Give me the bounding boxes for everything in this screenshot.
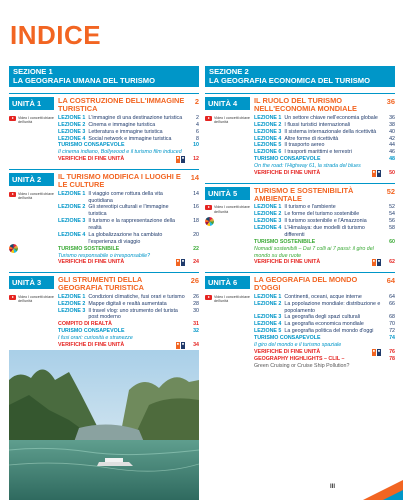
toc-entry[interactable] — [58, 259, 199, 266]
test-icon: ■ — [372, 170, 376, 177]
test-icon: ■ — [377, 170, 381, 177]
toc-entry[interactable] — [254, 349, 395, 356]
test-icon: ■ — [377, 349, 381, 356]
entry-page: 42 — [389, 135, 395, 142]
entry-page: 16 — [193, 204, 199, 211]
unit-block — [9, 272, 199, 349]
lesson-label: LEZIONE 3 — [58, 218, 86, 225]
lesson-label: LEZIONE 6 — [254, 149, 282, 156]
entry-page: 10 — [193, 142, 199, 149]
unit-video[interactable] — [205, 204, 250, 266]
unit-page: 26 — [190, 276, 199, 286]
video-label: Video I concetti chiave dell'unità — [214, 115, 250, 125]
entry-page: 74 — [389, 335, 395, 342]
entry-text: L'Himalaya: due modelli di turismo differenti — [284, 225, 365, 238]
toc-entry[interactable] — [58, 156, 199, 163]
entry-page — [185, 335, 199, 342]
lesson-label: LEZIONE 1 — [254, 293, 282, 300]
video-play-icon[interactable] — [205, 295, 212, 300]
lesson-entry[interactable] — [254, 149, 395, 156]
entry-text: La globalizzazione ha cambiato l'esperienza di viaggio — [88, 231, 163, 245]
unit-title[interactable]: LA GEOGRAFIA DEL MONDO D'OGGI — [254, 275, 358, 293]
unit-video[interactable] — [9, 191, 54, 267]
lesson-label: LEZIONE 3 — [254, 314, 282, 321]
entry-text: VERIFICHE DI FINE UNITÀ — [254, 348, 321, 355]
video-label: Video I concetti chiave dell'unità — [18, 115, 54, 125]
entry-page: 4 — [196, 121, 199, 128]
lesson-entry[interactable] — [58, 308, 199, 322]
unit-title[interactable]: IL TURISMO MODIFICA I LUOGHI E LE CULTURE — [58, 172, 181, 189]
toc-entry[interactable] — [58, 246, 199, 253]
entry-text: TURISMO SOSTENIBILE — [58, 245, 120, 252]
lesson-label: LEZIONE 1 — [58, 190, 86, 197]
entry-page: 70 — [389, 321, 395, 328]
toc-entry[interactable] — [58, 335, 199, 342]
entry-text: TURISMO SOSTENIBILE — [254, 238, 316, 245]
entry-text: TURISMO CONSAPEVOLE — [58, 142, 125, 149]
lesson-label: LEZIONE 2 — [58, 300, 86, 307]
unit-badge: UNITÀ 2 — [9, 173, 54, 186]
test-icon: ■ — [181, 259, 185, 266]
entry-page: 8 — [196, 135, 199, 142]
lesson-entry[interactable] — [58, 136, 199, 143]
entry-page: 76 — [389, 348, 395, 355]
unit-video[interactable] — [205, 294, 250, 370]
entry-text: Cinema e immagine turistica — [88, 121, 156, 128]
unit-badge: UNITÀ 3 — [9, 276, 54, 289]
video-label: Video I concetti chiave dell'unità — [214, 294, 250, 303]
entry-page — [381, 246, 395, 260]
lesson-label: LEZIONE 2 — [254, 121, 282, 128]
lesson-label: LEZIONE 1 — [58, 114, 86, 121]
entry-page: 52 — [389, 204, 395, 211]
video-play-icon[interactable] — [9, 192, 16, 197]
toc-entry[interactable] — [254, 363, 395, 370]
entry-text: Mappe digitali e realtà aumentata — [88, 300, 167, 307]
lesson-entry[interactable] — [254, 225, 395, 239]
test-icon: ■ — [176, 342, 180, 349]
entry-page: 36 — [389, 114, 395, 121]
unit-video[interactable] — [9, 294, 54, 349]
entry-text: I trasporti marittimi e terrestri — [284, 149, 352, 156]
lesson-label: LEZIONE 2 — [254, 211, 282, 218]
toc-entry[interactable] — [254, 239, 395, 246]
entry-page: 48 — [389, 156, 395, 163]
test-icon: ■ — [176, 259, 180, 266]
lesson-label: LEZIONE 4 — [254, 321, 282, 328]
unit-title[interactable]: IL RUOLO DEL TURISMO NELL'ECONOMIA MONDIALE — [254, 96, 357, 114]
entry-text: I fusi orari: curiosità e stranezze — [58, 335, 133, 342]
unit-video[interactable] — [205, 115, 250, 177]
lesson-entry[interactable] — [254, 218, 395, 225]
entry-text: VERIFICHE DI FINE UNITÀ — [58, 259, 125, 266]
entry-text: Il turismo e l'ambiente — [284, 204, 336, 211]
entry-text: Letteratura e immagine turistica — [88, 128, 163, 135]
entry-text: VERIFICHE DI FINE UNITÀ — [254, 259, 321, 266]
lesson-entry[interactable] — [58, 129, 199, 136]
video-label: Video I concetti chiave dell'unità — [214, 205, 250, 214]
entry-text: Le forme del turismo sostenibile — [284, 211, 360, 218]
entry-page: 14 — [193, 190, 199, 197]
lesson-entry[interactable] — [254, 328, 395, 335]
entry-page: 26 — [193, 293, 199, 300]
lesson-entry[interactable] — [254, 314, 395, 321]
lesson-label: LEZIONE 4 — [58, 231, 86, 238]
toc-entry[interactable] — [254, 342, 395, 349]
entry-page: 46 — [389, 149, 395, 156]
video-label: Video I concetti chiave dell'unità — [18, 294, 54, 303]
lesson-label: LEZIONE 3 — [58, 128, 86, 135]
unit-badge: UNITÀ 4 — [205, 97, 250, 110]
lesson-label: LEZIONE 2 — [58, 204, 86, 211]
toc-entry[interactable] — [254, 170, 395, 177]
lesson-label: LEZIONE 4 — [58, 135, 86, 142]
video-play-icon[interactable] — [9, 116, 16, 121]
video-play-icon[interactable] — [9, 295, 16, 300]
entry-page: 20 — [193, 231, 199, 238]
entry-text: Il travel vlog: uno strumento del turista post moderno — [88, 307, 178, 321]
section-1 — [9, 66, 199, 349]
entry-page: 44 — [389, 142, 395, 149]
entry-text: Nomadi sostenibili – Dai 7 colli ai 7 passi: il giro del mondo su due ruote — [254, 245, 374, 259]
lesson-entry[interactable] — [58, 218, 199, 232]
unit-block — [205, 272, 395, 369]
entry-page: 22 — [193, 245, 199, 252]
toc-entry[interactable] — [254, 163, 395, 170]
lesson-entry[interactable] — [58, 232, 199, 246]
lesson-label: LEZIONE 4 — [254, 135, 282, 142]
entry-page: 18 — [193, 218, 199, 225]
section-name: LA GEOGRAFIA UMANA DEL TURISMO — [13, 75, 156, 85]
lesson-label: LEZIONE 5 — [254, 328, 282, 335]
entry-text: TURISMO CONSAPEVOLE — [58, 328, 125, 335]
corner-decoration — [343, 476, 403, 500]
entry-page: 40 — [389, 128, 395, 135]
landscape-photo — [9, 350, 199, 500]
page-number: III — [330, 484, 336, 490]
entry-text: Continenti, oceani, acque interne — [284, 293, 362, 300]
entry-page: 38 — [389, 121, 395, 128]
lesson-entry[interactable] — [58, 122, 199, 129]
entry-text: Gli stereotipi culturali e l'immagine turistica — [88, 204, 169, 218]
toc-entry[interactable] — [254, 156, 395, 163]
entry-text: Il sistema internazionale della ricettività — [284, 128, 377, 135]
unit-page: 64 — [386, 276, 395, 286]
lesson-entry[interactable] — [58, 204, 199, 218]
entry-page: 64 — [389, 293, 395, 300]
entry-page: 32 — [193, 328, 199, 335]
unit-block — [205, 93, 395, 176]
toc-entry[interactable] — [58, 321, 199, 328]
entry-page: 24 — [193, 259, 199, 266]
unit-page: 14 — [190, 173, 199, 183]
video-play-icon[interactable] — [205, 116, 212, 121]
unit-badge: UNITÀ 6 — [205, 276, 250, 289]
entry-page: 78 — [389, 355, 395, 362]
section-2 — [205, 66, 395, 369]
lesson-label: LEZIONE 1 — [58, 293, 86, 300]
entry-page: 50 — [389, 169, 395, 176]
entry-text: TURISMO CONSAPEVOLE — [254, 156, 321, 163]
lesson-label: LEZIONE 3 — [254, 218, 282, 225]
entry-text: Social network e immagine turistica — [88, 135, 172, 142]
entry-text: Il turismo e la rappresentazione della realtà — [88, 218, 175, 231]
entry-text: VERIFICHE DI FINE UNITÀ — [58, 156, 125, 163]
entry-text: La geografia politica del mondo d'oggi — [284, 328, 374, 335]
lesson-label: LEZIONE 2 — [58, 121, 86, 128]
lesson-entry[interactable] — [58, 191, 199, 205]
entry-text: La popolazione mondiale: distribuzione e popolamento — [284, 300, 381, 314]
video-label: Video I concetti chiave dell'unità — [18, 191, 54, 200]
lesson-entry[interactable] — [254, 115, 395, 122]
entry-text: VERIFICHE DI FINE UNITÀ — [254, 169, 321, 176]
entry-page: 12 — [193, 156, 199, 163]
section-header — [205, 66, 395, 87]
entry-page: 6 — [196, 128, 199, 135]
test-icon: ■ — [181, 342, 185, 349]
unit-page: 36 — [386, 97, 395, 107]
entry-page: 2 — [196, 114, 199, 121]
unit-badge: UNITÀ 5 — [205, 187, 250, 200]
lesson-entry[interactable] — [254, 204, 395, 211]
entry-page: 54 — [389, 211, 395, 218]
section-label: SEZIONE 1 — [13, 67, 53, 76]
unit-badge: UNITÀ 1 — [9, 97, 54, 110]
sdg-wheel-icon — [9, 244, 18, 253]
entry-page: 34 — [193, 341, 199, 348]
entry-text: TURISMO CONSAPEVOLE — [254, 335, 321, 342]
unit-block — [205, 183, 395, 266]
section-label: SEZIONE 2 — [209, 67, 249, 76]
sdg-wheel-icon — [205, 217, 214, 226]
unit-page: 2 — [194, 97, 199, 107]
entry-text: I flussi turistici internazionali — [284, 121, 351, 128]
entry-page — [381, 363, 395, 370]
toc-entry[interactable] — [254, 335, 395, 342]
lesson-label: LEZIONE 4 — [254, 225, 282, 231]
entry-page: 72 — [389, 328, 395, 335]
entry-text: Il cinema indiano, Bollywood e il turismo film induced — [58, 149, 182, 156]
test-icon: ■ — [372, 259, 376, 266]
toc-entry[interactable] — [58, 328, 199, 335]
entry-page: 56 — [389, 218, 395, 225]
entry-page: 68 — [389, 314, 395, 321]
entry-text: Il giro del mondo e il turismo spaziale — [254, 341, 342, 348]
entry-text: VERIFICHE DI FINE UNITÀ — [58, 341, 125, 348]
page-title: INDICE — [10, 20, 102, 50]
lesson-entry[interactable] — [254, 211, 395, 218]
test-icon: ■ — [176, 156, 180, 163]
lesson-label: LEZIONE 5 — [254, 142, 282, 149]
toc-entry[interactable] — [58, 142, 199, 149]
entry-page: 60 — [389, 238, 395, 245]
unit-video[interactable] — [9, 115, 54, 163]
entry-page: 66 — [389, 300, 395, 307]
entry-page — [381, 342, 395, 349]
lesson-label: LEZIONE 3 — [254, 128, 282, 135]
entry-text: Il viaggio come rottura della vita quotidiana — [88, 190, 163, 204]
entry-page: 28 — [193, 300, 199, 307]
entry-page — [185, 149, 199, 156]
test-icon: ■ — [377, 259, 381, 266]
lesson-entry[interactable] — [254, 321, 395, 328]
toc-entry[interactable] — [254, 259, 395, 266]
entry-text: Un settore chiave nell'economia globale — [284, 114, 378, 121]
entry-page: 30 — [193, 307, 199, 314]
lesson-entry[interactable] — [254, 294, 395, 301]
entry-page: 62 — [389, 259, 395, 266]
lesson-entry[interactable] — [58, 301, 199, 308]
test-icon: ■ — [181, 156, 185, 163]
unit-block — [9, 93, 199, 163]
entry-page: 31 — [193, 321, 199, 328]
section-name: LA GEOGRAFIA ECONOMICA DEL TURISMO — [209, 75, 371, 85]
unit-page: 52 — [386, 186, 395, 196]
entry-text: Condizioni climatiche, fusi orari e turismo — [88, 293, 185, 300]
entry-text: On the road: l'Highway 61, la strada del blues — [254, 163, 361, 170]
entry-text: La geografia economica mondiale — [284, 321, 364, 328]
entry-text: COMPITO DI REALTÀ — [58, 321, 112, 328]
toc-entry[interactable] — [58, 342, 199, 349]
entry-text: Il trasporto aereo — [284, 142, 325, 149]
lesson-entry[interactable] — [254, 142, 395, 149]
entry-text: Green Cruising or Cruise Ship Pollution? — [254, 362, 350, 369]
lesson-entry[interactable] — [254, 122, 395, 129]
entry-text: La geografia degli spazi culturali — [284, 314, 361, 321]
entry-text: Turismo responsabile o irresponsabile? — [58, 252, 151, 259]
entry-page — [381, 163, 395, 170]
test-icon: ■ — [372, 349, 376, 356]
lesson-entry[interactable] — [58, 294, 199, 301]
lesson-label: LEZIONE 1 — [254, 204, 282, 211]
toc-entry[interactable] — [254, 356, 395, 363]
entry-page: 58 — [389, 225, 395, 231]
section-header — [9, 66, 199, 87]
unit-title[interactable]: GLI STRUMENTI DELLA GEOGRAFIA TURISTICA — [58, 275, 144, 293]
entry-text: Altre forme di ricettività — [284, 135, 339, 142]
entry-text: L'immagine di una destinazione turistica — [88, 114, 183, 121]
unit-block — [9, 169, 199, 266]
lesson-label: LEZIONE 2 — [254, 300, 282, 307]
toc-entry[interactable] — [254, 246, 395, 260]
lesson-label: LEZIONE 3 — [58, 307, 86, 314]
lesson-entry[interactable] — [58, 115, 199, 122]
entry-text: GEOGRAPHY HIGHLIGHTS – CLIL – — [254, 355, 345, 362]
entry-text: Il turismo sostenibile e l'Amazzonia — [284, 218, 367, 225]
entry-page — [185, 253, 199, 260]
lesson-entry[interactable] — [254, 136, 395, 143]
unit-title[interactable]: TURISMO E SOSTENIBILITÀ AMBIENTALE — [254, 185, 354, 203]
lesson-entry[interactable] — [254, 301, 395, 315]
lesson-entry[interactable] — [254, 129, 395, 136]
lesson-label: LEZIONE 1 — [254, 114, 282, 121]
unit-title[interactable]: LA COSTRUZIONE DELL'IMMAGINE TURISTICA — [58, 96, 185, 114]
video-play-icon[interactable] — [205, 205, 212, 210]
